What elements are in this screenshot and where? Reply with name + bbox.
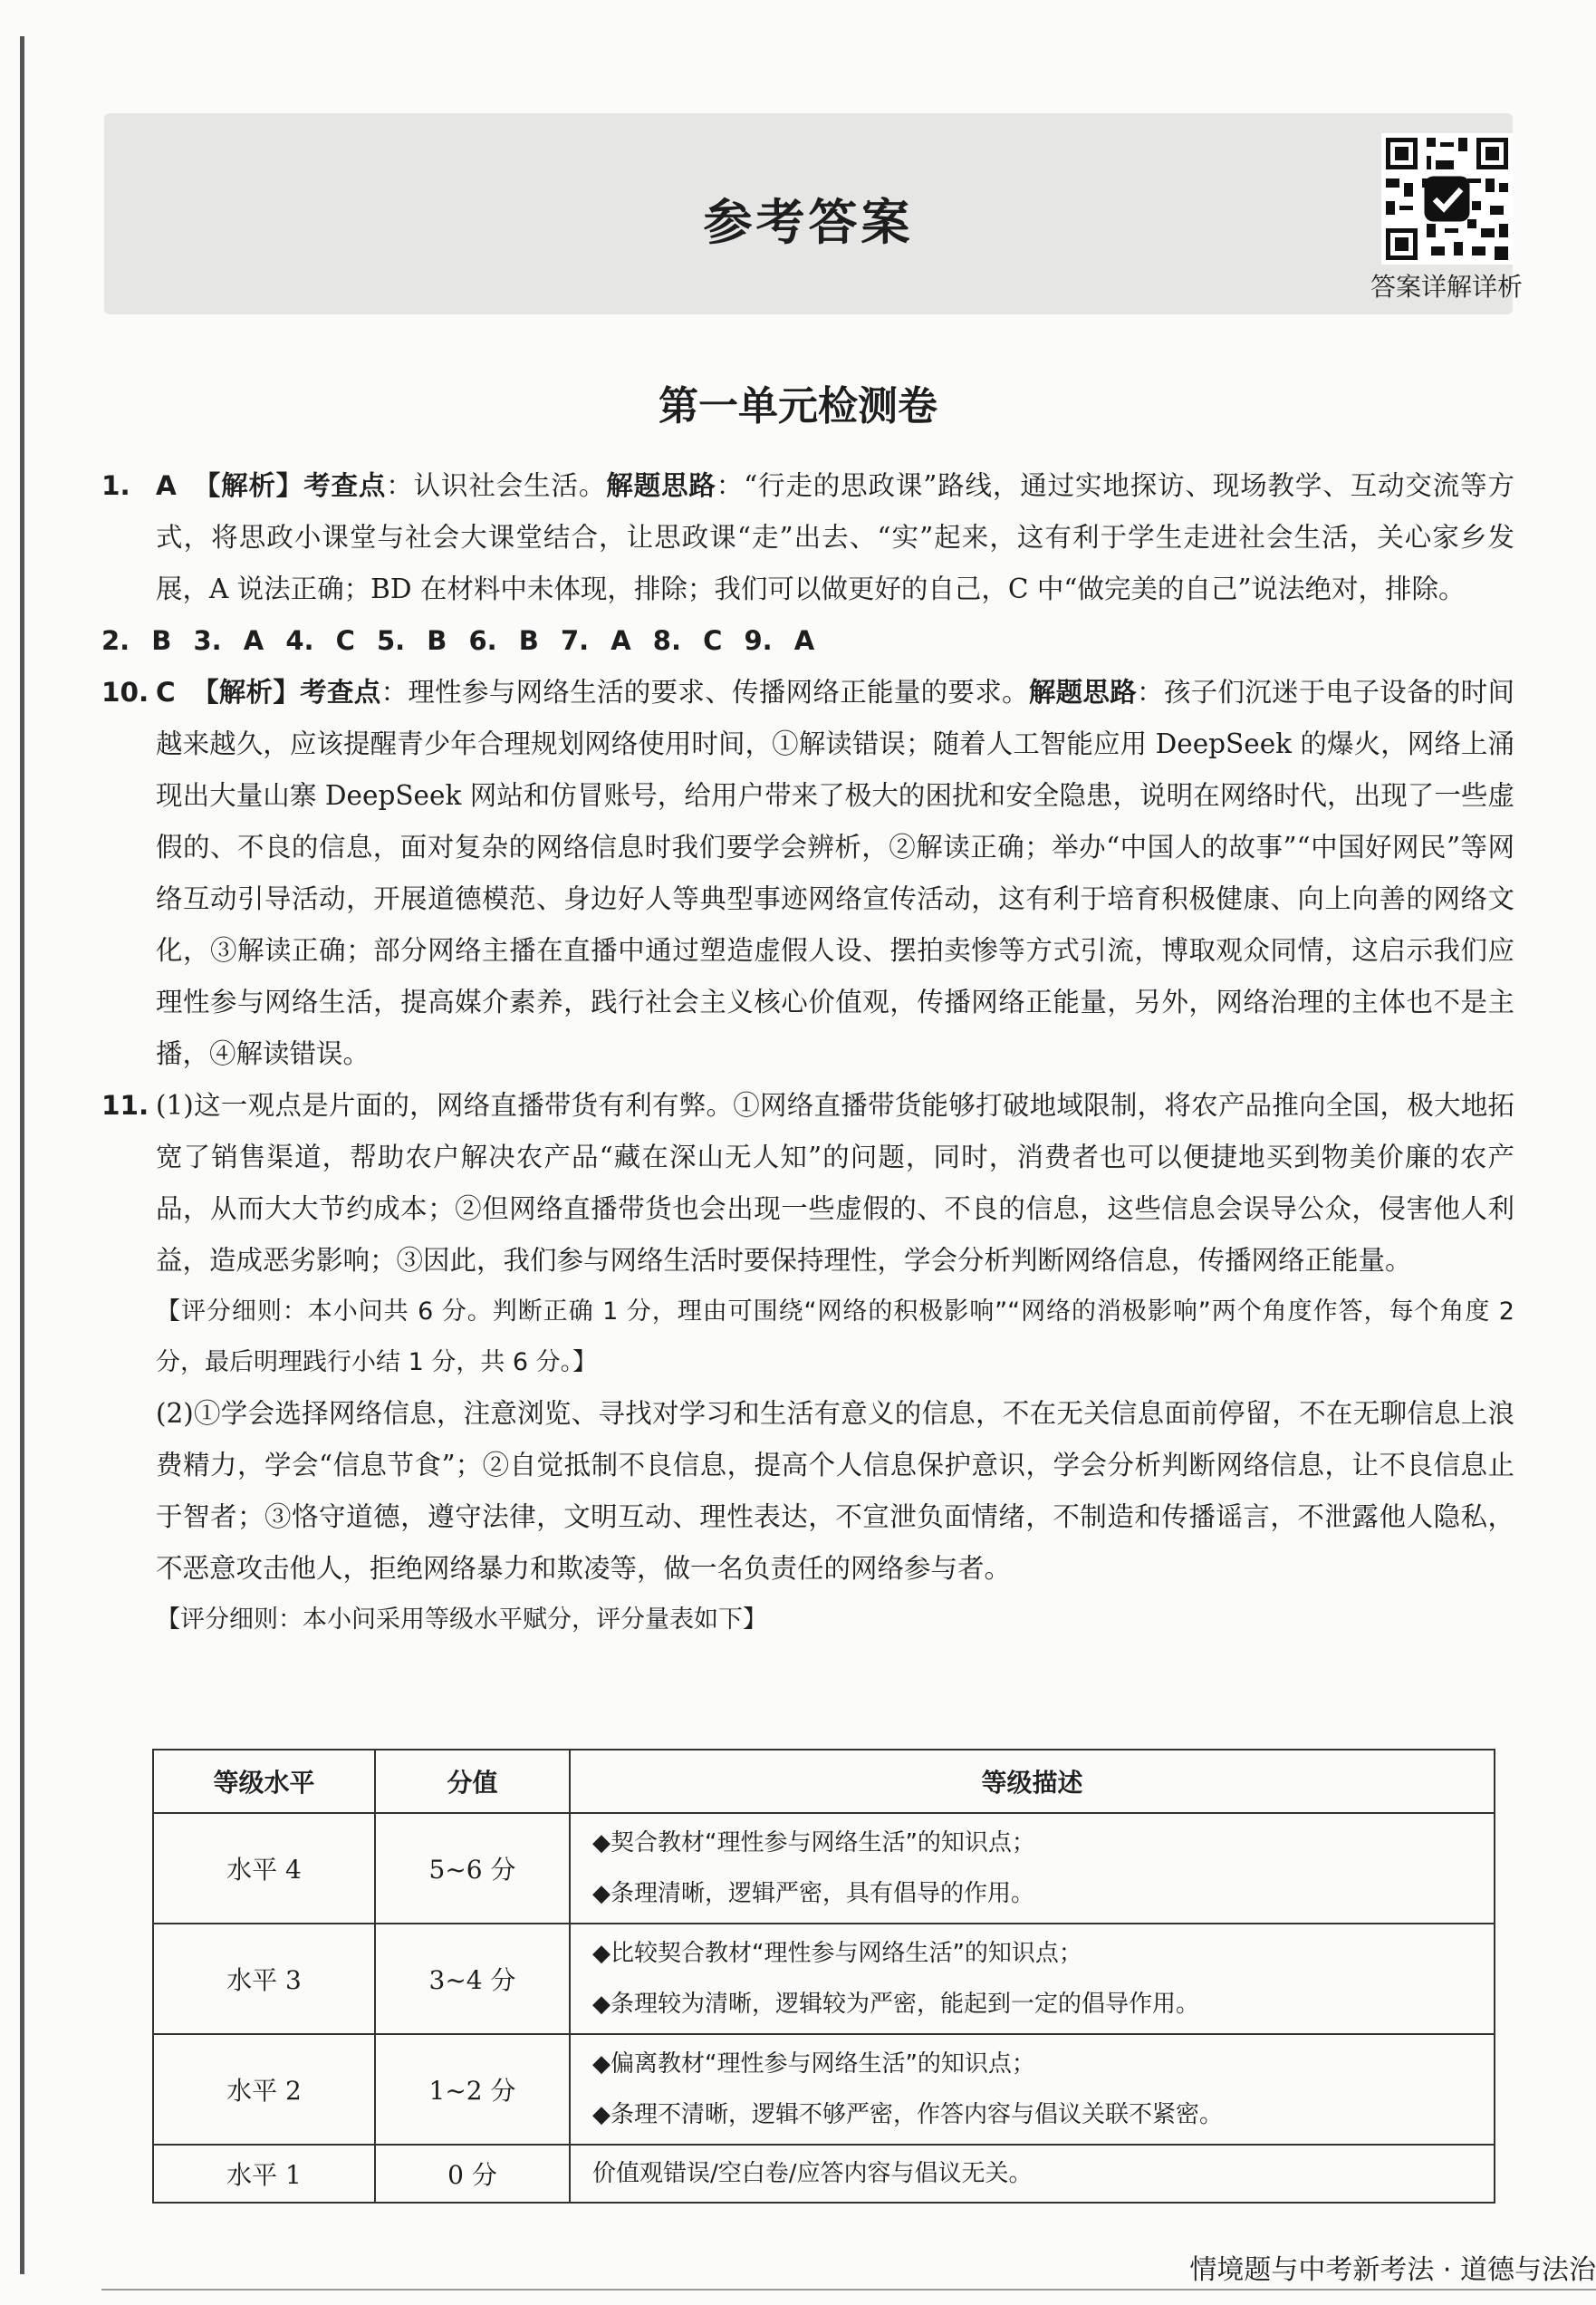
point-text: ：认识社会生活。 [386, 470, 607, 501]
answer-letter: A [156, 470, 177, 501]
point-text: ：理性参与网络生活的要求、传播网络正能量的要求。 [380, 677, 1029, 708]
qr-code-icon[interactable] [1381, 133, 1513, 265]
part-2-text: (2)①学会选择网络信息，注意浏览、寻找对学习和生活有意义的信息，不在无关信息面前停留，不在无聊信息上浪费精力，学会“信息节食”；②自觉抵制不良信息，提高个人信息保护意识，学会分析判断网络信息，让不良信息止于智者；③恪守道德，遵守法律，文明互动、理性表达，不宣泄负面情绪，不制造和传播谣言，不泄露他人隐私，不恶意攻击他人，拒绝网络暴力和欺凌等，做一名负责任的网络参与者。 [156, 1398, 1514, 1584]
level-cell: 水平 2 [153, 2034, 375, 2145]
level-cell: 水平 4 [153, 1813, 375, 1924]
level-cell: 水平 3 [153, 1924, 375, 2034]
desc-line: ◆比较契合教材“理性参与网络生活”的知识点； [592, 1940, 1082, 1967]
question-1 [101, 460, 1514, 615]
idea-tag: 解题思路 [606, 470, 716, 501]
desc-line: ◆契合教材“理性参与网络生活”的知识点； [592, 1829, 1035, 1857]
question-number: 10. [101, 677, 149, 708]
desc-cell [570, 1924, 1495, 2034]
level-cell: 水平 1 [153, 2145, 375, 2203]
table-row [153, 2145, 1495, 2203]
question-number: 11. [101, 1090, 149, 1121]
analysis-tag: 【解析】 [191, 677, 301, 708]
desc-line: ◆条理较为清晰，逻辑较为严密，能起到一定的倡导作用。 [592, 1991, 1199, 2018]
score-cell: 0 分 [375, 2145, 570, 2203]
question-11 [101, 1080, 1514, 1287]
qr-caption: 答案详解详析 [1370, 272, 1523, 302]
table-row [153, 1924, 1495, 2034]
header-banner [104, 113, 1523, 314]
desc-cell: 价值观错误/空白卷/应答内容与倡议无关。 [570, 2145, 1495, 2203]
idea-tag: 解题思路 [1028, 677, 1138, 708]
mcq-answers: 2. B 3. A 4. C 5. B 6. B 7. A 8. C 9. A [101, 625, 815, 656]
desc-cell [570, 2034, 1495, 2145]
header-score: 分值 [375, 1750, 570, 1813]
page-spine [20, 36, 24, 2274]
desc-line: ◆条理清晰，逻辑严密，具有倡导的作用。 [592, 1880, 1034, 1907]
analysis-tag: 【解析】 [192, 470, 304, 501]
scoring-rule-2: 【评分细则：本小问采用等级水平赋分，评分量表如下】 [156, 1606, 767, 1634]
grade-table [152, 1749, 1495, 2204]
table-row [153, 1813, 1495, 1924]
table-row [153, 2034, 1495, 2145]
footer-rule [101, 2289, 1596, 2291]
scoring-rule-1: 【评分细则：本小问共 6 分。判断正确 1 分，理由可围绕“网络的积极影响”“网络的消极影响”两个角度作答，每个角度 2 分，最后明理践行小结 1 分，共 6 分。】 [156, 1297, 1514, 1376]
idea-text: ：“行走的思政课”路线，通过实地探访、现场教学、互动交流等方式，将思政小课堂与社会大课堂结合，让思政课“走”出去、“实”起来，这有利于学生走进社会生活，关心家乡发展，A 说法正确；BD 在材料中未体现，排除；我们可以做更好的自己，C 中“做完美的自己”说法绝对，排除。 [156, 470, 1514, 604]
answer-letter: C [156, 677, 176, 708]
score-cell: 1~2 分 [375, 2034, 570, 2145]
question-number: 1. [101, 470, 130, 501]
desc-line: ◆条理不清晰，逻辑不够严密，作答内容与倡议关联不紧密。 [592, 2101, 1223, 2128]
header-desc: 等级描述 [570, 1750, 1495, 1813]
idea-text: ：孩子们沉迷于电子设备的时间越来越久，应该提醒青少年合理规划网络使用时间，①解读错误；随着人工智能应用 DeepSeek 的爆火，网络上涌现出大量山寨 DeepSeek 网站和仿冒账号，给用户带来了极大的困扰和安全隐患，说明在网络时代，出现了一些虚假的、不良的信息，面对复杂的网络信息时我们要学会辨析，②解读正确；举办“中国人的故事”“中国好网民”等网络互动引导活动，开展道德模范、身边好人等典型事迹网络宣传活动，这有利于培育积极健康、向上向善的网络文化，③解读正确；部分网络主播在直播中通过塑造虚假人设、摆拍卖惨等方式引流，博取观众同情，这启示我们应理性参与网络生活，提高媒介素养，践行社会主义核心价值观，传播网络正能量，另外，网络治理的主体也不是主播，④解读错误。 [156, 677, 1514, 1069]
table-header-row [153, 1750, 1495, 1813]
point-tag: 考查点 [300, 677, 381, 708]
page-title: 参考答案 [703, 194, 914, 251]
part-1-text: (1)这一观点是片面的，网络直播带货有利有弊。①网络直播带货能够打破地域限制，将农产品推向全国，极大地拓宽了销售渠道，帮助农户解决农产品“藏在深山无人知”的问题，同时，消费者也可以便捷地买到物美价廉的农产品，从而大大节约成本；②但网络直播带货也会出现一些虚假的、不良的信息，这些信息会误导公众，侵害他人利益，造成恶劣影响；③因此，我们参与网络生活时要保持理性，学会分析判断网络信息，传播网络正能量。 [156, 1090, 1514, 1276]
page-footer: 情境题与中考新考法 · 道德与法治 [1189, 2254, 1596, 2286]
answer-content [101, 460, 1514, 1645]
unit-title: 第一单元检测卷 [659, 383, 937, 429]
header-level: 等级水平 [153, 1750, 375, 1813]
question-10 [101, 667, 1514, 1080]
score-cell: 3~4 分 [375, 1924, 570, 2034]
score-cell: 5~6 分 [375, 1813, 570, 1924]
point-tag: 考查点 [303, 470, 387, 501]
desc-line: ◆偏离教材“理性参与网络生活”的知识点； [592, 2050, 1035, 2078]
desc-cell [570, 1813, 1495, 1924]
